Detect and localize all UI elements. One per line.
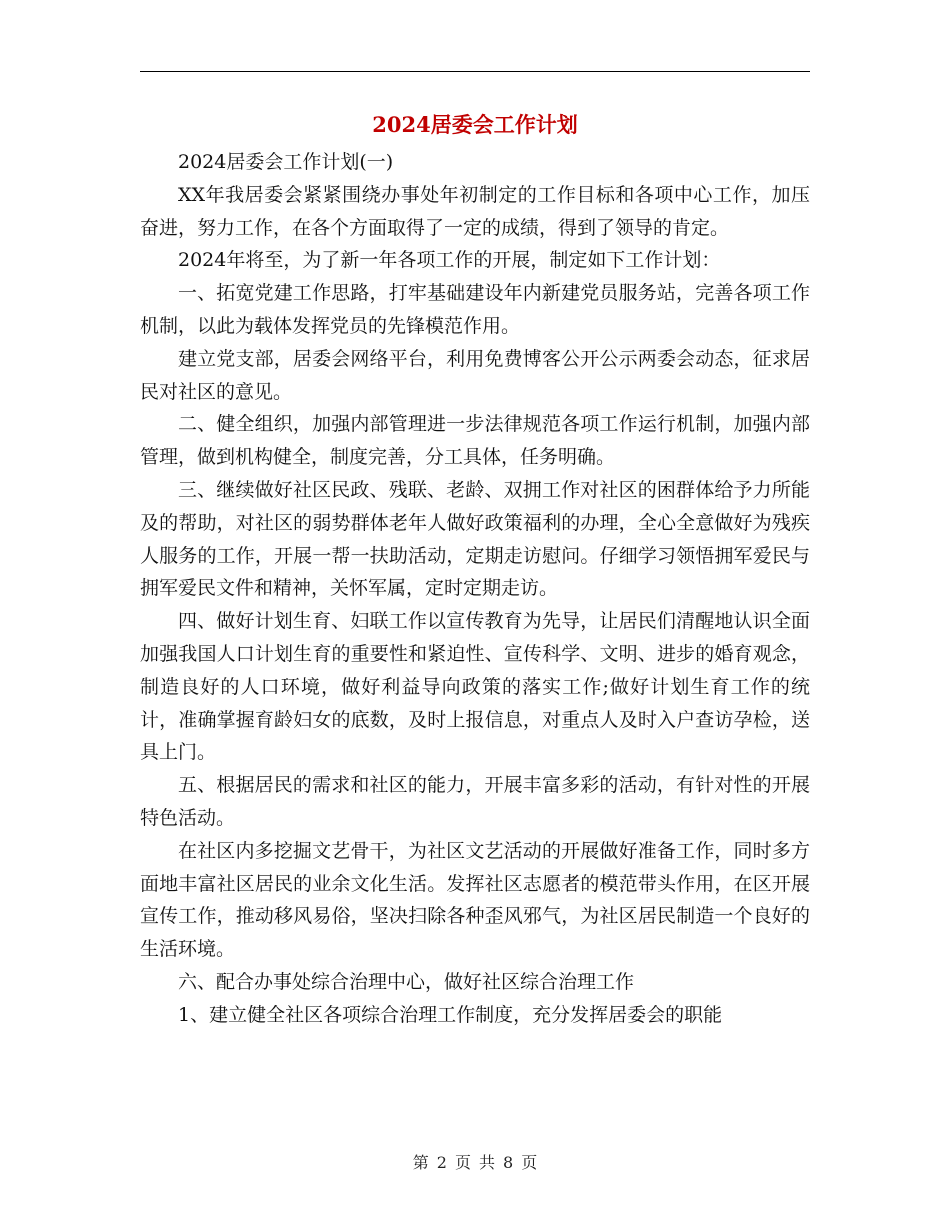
paragraph-subtitle: 2024居委会工作计划(一) [178,151,394,173]
document-title: 2024居委会工作计划 [372,112,578,137]
paragraph: 六、配合办事处综合治理中心，做好社区综合治理工作 [178,970,635,993]
paragraph: 一、拓宽党建工作思路，打牢基础建设年内新建党员服务站，完善各项工作机制，以此为载体发挥党员的先锋模范作用。 [140,282,810,337]
footer-suffix: 页 [521,1153,538,1172]
paragraph: 1、建立健全社区各项综合治理工作制度，充分发挥居委会的职能 [178,1003,723,1026]
paragraph: XX年我居委会紧紧围绕办事处年初制定的工作目标和各项中心工作，加压奋进，努力工作，在各个方面取得了一定的成绩，得到了领导的肯定。 [140,183,810,239]
footer-total-pages: 8 [503,1153,514,1172]
footer-page-number: 2 [436,1153,447,1172]
paragraph: 二、健全组织，加强内部管理进一步法律规范各项工作运行机制，加强内部管理，做到机构健全，制度完善，分工具体，任务明确。 [140,413,810,469]
paragraph: 四、做好计划生育、妇联工作以宣传教育为先导，让居民们清醒地认识全面加强我国人口计划生育的重要性和紧迫性、宣传科学、文明、进步的婚育观念，制造良好的人口环境，做好利益导向政策的落实工作;做好计划生育工作的统计，准确掌握育龄妇女的底数，及时上报信息，对重点人及时入户查访孕检，送具上门。 [140,610,810,764]
footer-total-word: 共 [479,1153,496,1172]
footer-page-word: 页 [454,1153,471,1172]
paragraph: 在社区内多挖掘文艺骨干，为社区文艺活动的开展做好准备工作，同时多方面地丰富社区居民的业余文化生活。发挥社区志愿者的模范带头作用，在区开展宣传工作，推动移风易俗，坚决扫除各种歪风邪气，为社区居民制造一个良好的生活环境。 [140,839,810,961]
paragraph: 三、继续做好社区民政、残联、老龄、双拥工作对社区的困群体给予力所能及的帮助，对社区的弱势群体老年人做好政策福利的办理，全心全意做好为残疾人服务的工作，开展一帮一扶助活动，定期走访慰问。仔细学习领悟拥军爱民与拥军爱民文件和精神，关怀军属，定时定期走访。 [140,478,810,600]
header-rule [140,71,810,72]
paragraph: 建立党支部，居委会网络平台，利用免费博客公开公示两委会动态，征求居民对社区的意见。 [140,347,810,403]
document-body [140,146,810,1032]
paragraph: 五、根据居民的需求和社区的能力，开展丰富多彩的活动，有针对性的开展特色活动。 [140,774,810,829]
page-footer [0,1151,950,1175]
paragraph: 2024年将至，为了新一年各项工作的开展，制定如下工作计划： [178,249,721,272]
footer-prefix: 第 [412,1153,429,1172]
